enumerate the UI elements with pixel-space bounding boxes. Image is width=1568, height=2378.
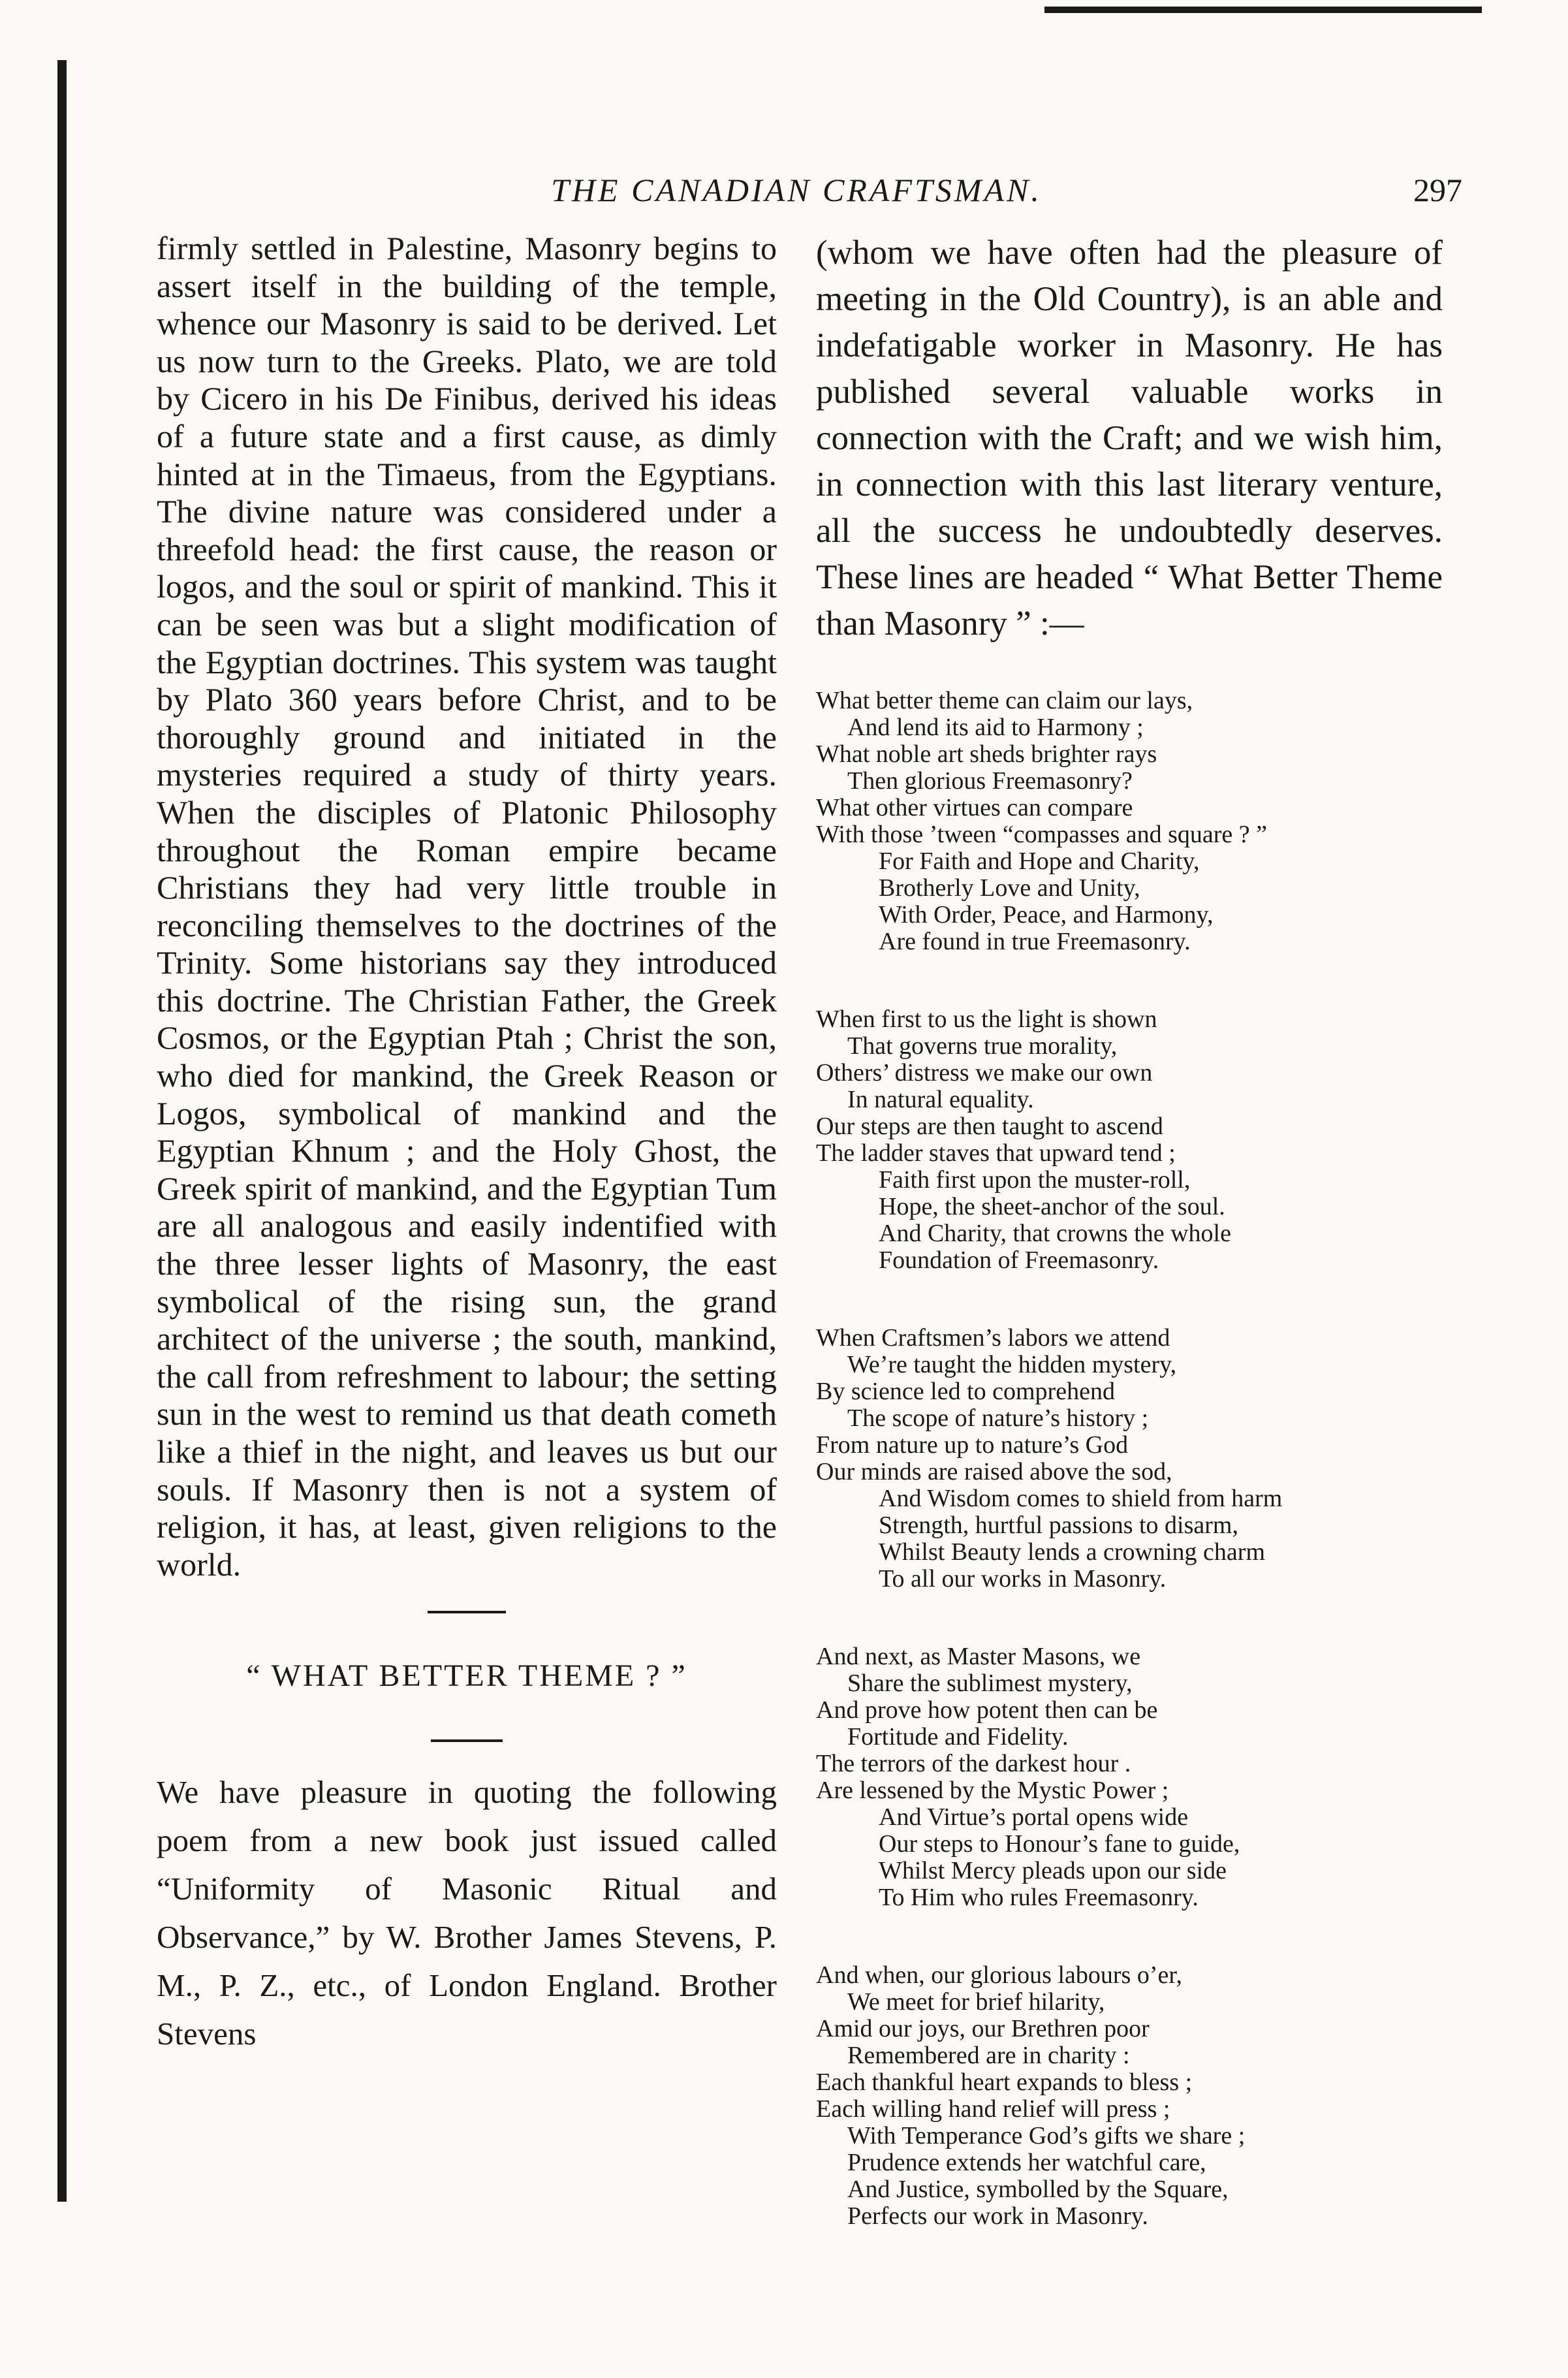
poem-line: With Temperance God’s gifts we share ; [847,2122,1246,2149]
poem-line: Are lessened by the Mystic Power ; [816,1777,1169,1804]
poem-line: Are found in true Freemasonry. [879,928,1191,955]
poem-line: From nature up to nature’s God [816,1431,1129,1459]
poem-line: Our steps are then taught to ascend [816,1113,1163,1140]
poem [816,688,1443,2230]
section-divider [428,1611,506,1613]
right-column [816,230,1443,2281]
poem-line: We’re taught the hidden mystery, [847,1351,1177,1378]
poem-line: Each thankful heart expands to bless ; [816,2069,1193,2096]
poem-line: We meet for brief hilarity, [847,1988,1105,2016]
poem-line: And Virtue’s portal opens wide [879,1803,1189,1831]
poem-line: The terrors of the darkest hour . [816,1750,1131,1777]
poem-line: And lend its aid to Harmony ; [847,714,1144,741]
poem-line: What better theme can claim our lays, [816,687,1193,714]
poem-line: When first to us the light is shown [816,1006,1157,1033]
poem-stanza [816,688,1443,955]
heading-underline [431,1739,503,1742]
poem-line: For Faith and Hope and Charity, [879,848,1200,875]
poem-stanza [816,1325,1443,1593]
poem-line: To Him who rules Freemasonry. [879,1884,1199,1911]
poem-line: Foundation of Freemasonry. [879,1246,1159,1274]
poem-line: The ladder staves that upward tend ; [816,1139,1176,1167]
poem-line: Perfects our work in Masonry. [847,2202,1148,2230]
poem-stanza [816,1643,1443,1911]
poem-line: That governs true morality, [847,1032,1118,1060]
poem-line: To all our works in Masonry. [879,1565,1167,1593]
poem-line: Hope, the sheet-anchor of the soul. [879,1193,1225,1220]
body-paragraph: firmly settled in Palestine, Masonry begins to assert itself in the building of the temple, whence our Masonry is said to be derived. Let us now turn to the Greeks. Plato, we are told by Cicero in his De Finibus, derived his ideas of a future state and a first cause, as dimly hinted at in the Timaeus, from the Egyptians. The divine nature was considered under a threefold head: the first cause, the reason or logos, and the soul or spirit of mankind. This it can be seen was but a slight modification of the Egyptian doctrines. This system was taught by Plato 360 years before Christ, and to be thoroughly ground and initiated in the mysteries required a study of thirty years. When the disciples of Platonic Philosophy throughout the Roman empire became Christians they had very little trouble in reconciling themselves to the doctrines of the Trinity. Some historians say they introduced this doctrine. The Christian Father, the Greek Cosmos, or the Egyptian Ptah ; Christ the son, who died for mankind, the Greek Reason or Logos, symbolical of mankind and the Egyptian Khnum ; and the Holy Ghost, the Greek spirit of mankind, and the Egyptian Tum are all analogous and easily indentified with the three lesser lights of Masonry, the east symbolical of the rising sun, the grand architect of the universe ; the south, mankind, the call from refreshment to labour; the setting sun in the west to remind us that death cometh like a thief in the night, and leaves us but our souls. If Masonry then is not a system of religion, it has, at least, given religions to the world. [157,230,777,1583]
poem-line: Then glorious Freemasonry? [847,767,1133,795]
poem-line: Share the sublimest mystery, [847,1670,1133,1697]
poem-line: Fortitude and Fidelity. [847,1723,1069,1751]
poem-line: And when, our glorious labours o’er, [816,1961,1182,1989]
poem-line: What noble art sheds brighter rays [816,740,1157,768]
poem-line: With those ’tween “compasses and square ? ” [816,821,1268,848]
poem-line: And Justice, symbolled by the Square, [847,2176,1229,2203]
body-paragraph: We have pleasure in quoting the following poem from a new book just issued called “Uniformity of Masonic Ritual and Observance,” by W. Brother James Stevens, P. M., P. Z., etc., of London England. Brother Stevens [157,1774,777,2052]
poem-line: Strength, hurtful passions to disarm, [879,1512,1238,1539]
poem-line: Each willing hand relief will press ; [816,2095,1170,2123]
section-heading: “ WHAT BETTER THEME ? ” [246,1658,687,1694]
poem-line: The scope of nature’s history ; [847,1404,1149,1432]
poem-line: And next, as Master Masons, we [816,1643,1141,1670]
poem-line: And Charity, that crowns the whole [879,1220,1231,1247]
poem-line: Amid our joys, our Brethren poor [816,2015,1150,2042]
poem-stanza [816,1006,1443,1274]
page-number: 297 [1413,172,1462,208]
poem-line: Brotherly Love and Unity, [879,874,1140,902]
poem-line: Faith first upon the muster-roll, [879,1166,1191,1194]
poem-line: Our minds are raised above the sod, [816,1458,1172,1485]
poem-line: And prove how potent then can be [816,1696,1158,1724]
poem-line: Remembered are in charity : [847,2042,1130,2069]
top-rule [1044,7,1482,13]
poem-line: By science led to comprehend [816,1378,1115,1405]
binding-edge-bar [57,60,67,2202]
poem-line: And Wisdom comes to shield from harm [879,1485,1283,1512]
poem-line: When Craftsmen’s labors we attend [816,1324,1170,1352]
poem-line: Whilst Beauty lends a crowning charm [879,1538,1266,1566]
left-column [157,230,777,2058]
poem-line: What other virtues can compare [816,794,1133,821]
poem-line: Whilst Mercy pleads upon our side [879,1857,1227,1884]
poem-line: Prudence extends her watchful care, [847,2149,1206,2176]
poem-line: In natural equality. [847,1086,1034,1113]
poem-stanza [816,1962,1443,2230]
poem-line: Our steps to Honour’s fane to guide, [879,1830,1240,1858]
poem-line: With Order, Peace, and Harmony, [879,901,1214,928]
poem-line: Others’ distress we make our own [816,1059,1153,1086]
running-title: THE CANADIAN CRAFTSMAN. [551,172,1042,208]
body-paragraph: (whom we have often had the pleasure of meeting in the Old Country), is an able and indefatigable worker in Masonry. He has published several valuable works in connection with the Craft; and we wish him, in connection with this last literary venture, all the success he undoubtedly deserves. These lines are headed “ What Better Theme than Masonry ” :— [816,234,1443,642]
